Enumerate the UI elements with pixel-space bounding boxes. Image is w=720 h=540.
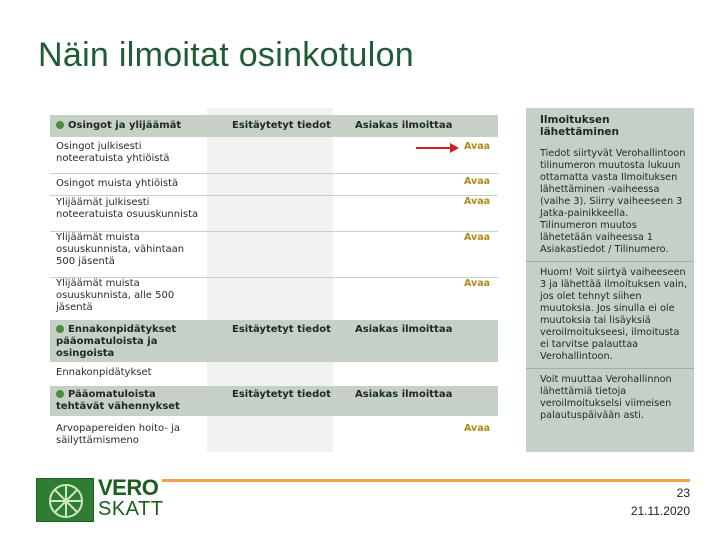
panel-paragraph: Voit muuttaa Verohallinnon lähettämiä tietoja veroilmoitukselsi viimeisen palautuspäivään asti. bbox=[540, 374, 672, 421]
avaa-link[interactable]: Avaa bbox=[464, 232, 491, 243]
section-header-dividends: Osingot ja ylijäämät Esitäytetyt tiedot Asiakas ilmoittaa bbox=[50, 115, 498, 137]
table-row: Ennakonpidätykset bbox=[56, 367, 152, 378]
logo-text-skatt: SKATT bbox=[98, 498, 164, 520]
table-row: Ylijäämät muista osuuskunnista, vähintaan 500 jäsentä Avaa bbox=[50, 232, 498, 278]
table-row: Osingot julkisesti noteeratuista yhtiöistä Avaa bbox=[50, 137, 498, 174]
section-dot-icon bbox=[56, 390, 64, 398]
avaa-link[interactable]: Avaa bbox=[464, 141, 491, 152]
slide-date: 21.11.2020 bbox=[630, 504, 690, 518]
vero-skatt-logo bbox=[36, 475, 164, 522]
dividend-form bbox=[50, 108, 498, 452]
avaa-link[interactable]: Avaa bbox=[464, 278, 491, 289]
section-header-withholding: Ennakonpidätykset pääomatuloista ja osingoista Esitäytetyt tiedot Asiakas ilmoittaa bbox=[50, 320, 498, 362]
red-arrow-icon bbox=[414, 140, 460, 156]
panel-paragraph: Tiedot siirtyvät Verohallintoon tilinumeron muutosta lukuun ottamatta vasta Ilmoituksen lähettäminen -vaiheessa (vaihe 3). Siirry vaiheeseen 3 Jatka-painikkeella. Tilinumeron muutos lähetetään vaiheessa 1 Asiakastiedot / Tilinumero. bbox=[540, 148, 686, 255]
emblem-icon bbox=[36, 478, 94, 522]
panel-paragraph: Huom! Voit siirtyä vaiheeseen 3 ja lähettää ilmoituksen vain, jos olet tehnyt siihen muutoksia. Jos sinulla ei ole muutoksia tai lisäyksiä veroilmoitukseesi, ilmoitusta ei tarvitse palauttaa Verohallintoon. bbox=[540, 267, 688, 362]
section-dot-icon bbox=[56, 325, 64, 333]
section-header-deductions: Pääomatuloista tehtävät vähennykset Esitäytetyt tiedot Asiakas ilmoittaa bbox=[50, 386, 498, 416]
table-row: Arvopapereiden hoito- ja säilyttämismeno Avaa bbox=[56, 423, 491, 446]
avaa-link[interactable]: Avaa bbox=[464, 176, 491, 187]
table-row: Osingot muista yhtiöistä Avaa bbox=[50, 174, 498, 196]
slide-title: Näin ilmoitat osinkotulon bbox=[38, 36, 415, 74]
info-panel bbox=[526, 108, 694, 452]
logo-text-vero: VERO bbox=[98, 475, 159, 500]
avaa-link[interactable]: Avaa bbox=[464, 196, 491, 207]
panel-title: Ilmoituksen lähettäminen bbox=[540, 114, 620, 138]
panel-divider bbox=[526, 261, 694, 262]
avaa-link[interactable]: Avaa bbox=[464, 423, 491, 434]
table-row: Ylijäämät muista osuuskunnista, alle 500 jäsentä Avaa bbox=[56, 278, 491, 313]
table-row: Ylijäämät julkisesti noteeratuista osuuskunnista Avaa bbox=[50, 196, 498, 232]
panel-divider bbox=[526, 368, 694, 369]
footer-divider bbox=[162, 479, 690, 482]
page-number: 23 bbox=[676, 486, 690, 500]
section-dot-icon bbox=[56, 121, 64, 129]
